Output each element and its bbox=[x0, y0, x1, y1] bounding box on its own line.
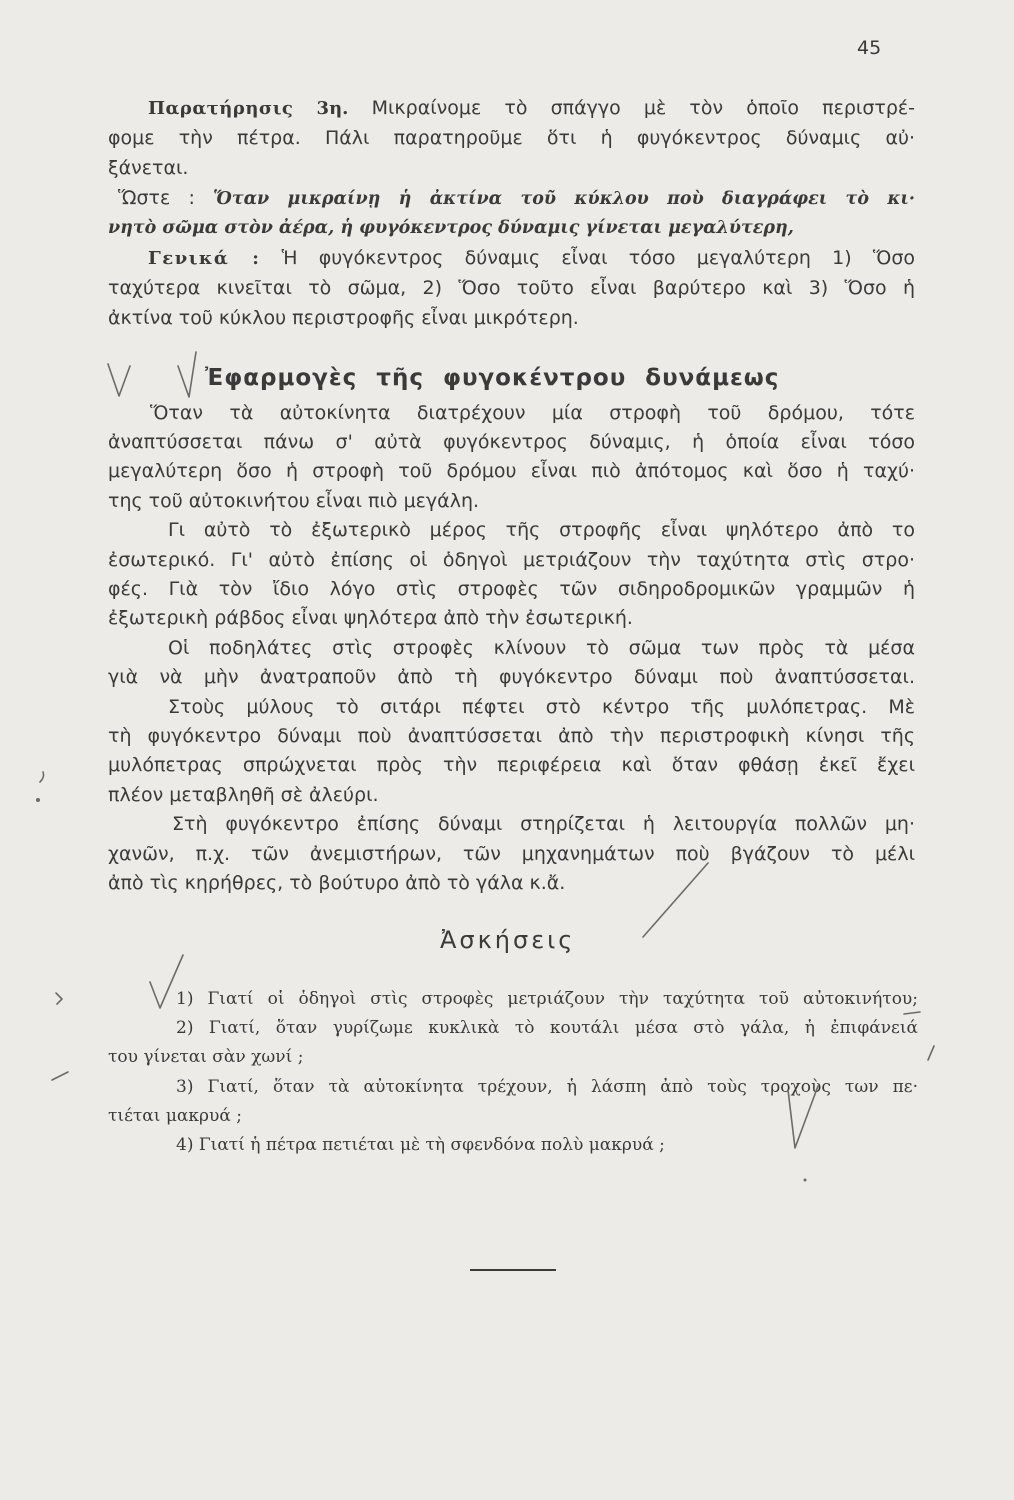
paragraph-line: Ὅταν τὰ αὐτοκίνητα διατρέχουν μία στροφὴ τοῦ δρόμου, τότε bbox=[150, 401, 915, 424]
applications-heading: Ἐφαρμογὲς τῆς φυγοκέντρου δυνάμεως bbox=[205, 365, 780, 391]
pencil-dot-icon bbox=[804, 1179, 807, 1182]
pencil-tick-icon bbox=[928, 1046, 934, 1060]
paragraph-line: φές. Γιὰ τὸν ἴδιο λόγο στὶς στροφὲς τῶν σιδηροδρομικῶν γραμμῶν ἡ bbox=[108, 578, 915, 601]
observation-number: 3η. bbox=[316, 98, 349, 119]
applications-section bbox=[108, 399, 915, 899]
observation-label: Παρατήρησις bbox=[148, 98, 294, 119]
paragraph-line: Στοὺς μύλους τὸ σιτάρι πέφτει στὸ κέντρο τῆς μυλόπετρας. Μὲ bbox=[168, 695, 915, 718]
exercise-continuation: του γίνεται σὰν χωνί ; bbox=[108, 1047, 304, 1068]
conclusion-text: Ὅταν μικραίνῃ ἡ ἀκτίνα τοῦ κύκλου ποὺ διαγράφει τὸ κι· bbox=[213, 189, 915, 209]
exercise-item-4 bbox=[108, 1131, 918, 1160]
paragraph-line: ἀναπτύσσεται πάνω σ' αὐτὰ φυγόκεντρος δύναμις, ἡ ὁποία εἶναι τόσο bbox=[108, 431, 915, 454]
general-line-3: ἀκτίνα τοῦ κύκλου περιστροφῆς εἶναι μικρότερη. bbox=[108, 307, 579, 329]
conclusion-line-1 bbox=[108, 183, 915, 213]
exercise-text: Γιατί, ὅταν τὰ αὐτοκίνητα τρέχουν, ἡ λάσπη ἀπὸ τοὺς τροχοὺς των πε· bbox=[207, 1076, 918, 1097]
general-line-1 bbox=[108, 243, 915, 273]
general-text: Ἡ φυγόκεντρος δύναμις εἶναι τόσο μεγαλύτερη 1) Ὅσο bbox=[281, 247, 915, 269]
exercise-number: 2) bbox=[176, 1018, 194, 1039]
paragraph-line: μεγαλύτερη ὅσο ἡ στροφὴ τοῦ δρόμου εἶναι πιὸ ἀπότομος καὶ ὅσο ἡ ταχύ· bbox=[108, 460, 915, 483]
paragraph-line: ἐσωτερικό. Γι' αὐτὸ ἐπίσης οἱ ὁδηγοὶ μετριάζουν τὴν ταχύτητα στὶς στρο· bbox=[108, 548, 915, 571]
exercise-number: 1) bbox=[176, 989, 194, 1009]
exercises-heading: Ἀσκήσεις bbox=[440, 926, 576, 954]
exercise-text: Γιατί ἡ πέτρα πετιέται μὲ τὴ σφενδόνα πολὺ μακρυά ; bbox=[198, 1134, 665, 1155]
exercise-number: 4) bbox=[176, 1134, 194, 1155]
margin-comma-icon bbox=[40, 772, 44, 782]
exercise-text: Γιατί οἱ ὁδηγοὶ στὶς στροφὲς μετριάζουν τὴν ταχύτητα τοῦ αὐτοκινήτου; bbox=[207, 989, 918, 1009]
paragraph-line: γιὰ νὰ μὴν ἀνατραποῦν ἀπὸ τὴ φυγόκεντρο δύναμι ποὺ ἀναπτύσσεται. bbox=[108, 666, 915, 689]
paragraph-line: Στὴ φυγόκεντρο ἐπίσης δύναμι στηρίζεται ἡ λειτουργία πολλῶν μη· bbox=[172, 813, 915, 836]
exercises-list bbox=[108, 985, 918, 1160]
observation-section bbox=[108, 93, 915, 333]
paragraph-line: ἐξωτερικὴ ράβδος εἶναι ψηλότερα ἀπὸ τὴν ἐσωτερική. bbox=[108, 607, 633, 630]
page-number: 45 bbox=[857, 37, 882, 59]
exercise-text: Γιατί, ὅταν γυρίζωμε κυκλικὰ τὸ κουτάλι μέσα στὸ γάλα, ἡ ἐπιφάνειά bbox=[208, 1018, 918, 1039]
general-line-2: ταχύτερα κινεῖται τὸ σῶμα, 2) Ὅσο τοῦτο εἶναι βαρύτερο καὶ 3) Ὅσο ἡ bbox=[108, 277, 915, 299]
check-mark-icon bbox=[108, 364, 130, 396]
observation-line-3: ξάνεται. bbox=[108, 157, 189, 179]
conclusion-line-2: νητὸ σῶμα στὸν ἀέρα, ἡ φυγόκεντρος δύναμις γίνεται μεγαλύτερη, bbox=[108, 218, 794, 238]
margin-mark-icon bbox=[52, 1072, 68, 1080]
exercise-item-2 bbox=[108, 1014, 918, 1043]
exercise-item-1 bbox=[108, 985, 918, 1014]
conclusion-label: Ὥστε : bbox=[118, 187, 195, 209]
exercise-number: 3) bbox=[176, 1076, 194, 1097]
paragraph-line: ἀπὸ τὶς κηρήθρες, τὸ βούτυρο ἀπὸ τὸ γάλα κ.ἄ. bbox=[108, 871, 566, 894]
exercise-item-3 bbox=[108, 1073, 918, 1102]
general-label: Γενικά : bbox=[148, 248, 261, 269]
observation-text: Μικραίνομε τὸ σπάγγο μὲ τὸν ὁποῖο περιστρέ- bbox=[371, 97, 916, 119]
exercise-continuation: τιέται μακρυά ; bbox=[108, 1105, 242, 1126]
end-separator-rule bbox=[470, 1269, 556, 1271]
margin-dot-icon bbox=[36, 798, 40, 802]
paragraph-line: πλέον μεταβληθῆ σὲ ἀλεύρι. bbox=[108, 783, 379, 806]
paragraph-line: τὴ φυγόκεντρο δύναμι ποὺ ἀναπτύσσεται ἀπὸ τὴν περιστροφικὴ κίνησι τῆς bbox=[108, 724, 915, 747]
paragraph-line: της τοῦ αὐτοκινήτου εἶναι πιὸ μεγάλη. bbox=[108, 489, 480, 512]
paragraph-line: χανῶν, π.χ. τῶν ἀνεμιστήρων, τῶν μηχανημάτων ποὺ βγάζουν τὸ μέλι bbox=[108, 842, 915, 865]
paragraph-line: Οἱ ποδηλάτες στὶς στροφὲς κλίνουν τὸ σῶμα των πρὸς τὰ μέσα bbox=[168, 636, 915, 659]
check-mark-icon bbox=[178, 352, 196, 397]
observation-line-1 bbox=[108, 93, 915, 123]
margin-mark-icon bbox=[56, 993, 62, 1004]
observation-line-2: φομε τὴν πέτρα. Πάλι παρατηροῦμε ὅτι ἡ φυγόκεντρος δύναμις αὐ· bbox=[108, 127, 915, 149]
paragraph-line: μυλόπετρας σπρώχνεται πρὸς τὴν περιφέρεια καὶ ὅταν φθάσῃ ἐκεῖ ἔχει bbox=[108, 754, 915, 777]
paragraph-line: Γι αὐτὸ τὸ ἐξωτερικὸ μέρος τῆς στροφῆς εἶναι ψηλότερο ἀπὸ το bbox=[168, 519, 915, 542]
